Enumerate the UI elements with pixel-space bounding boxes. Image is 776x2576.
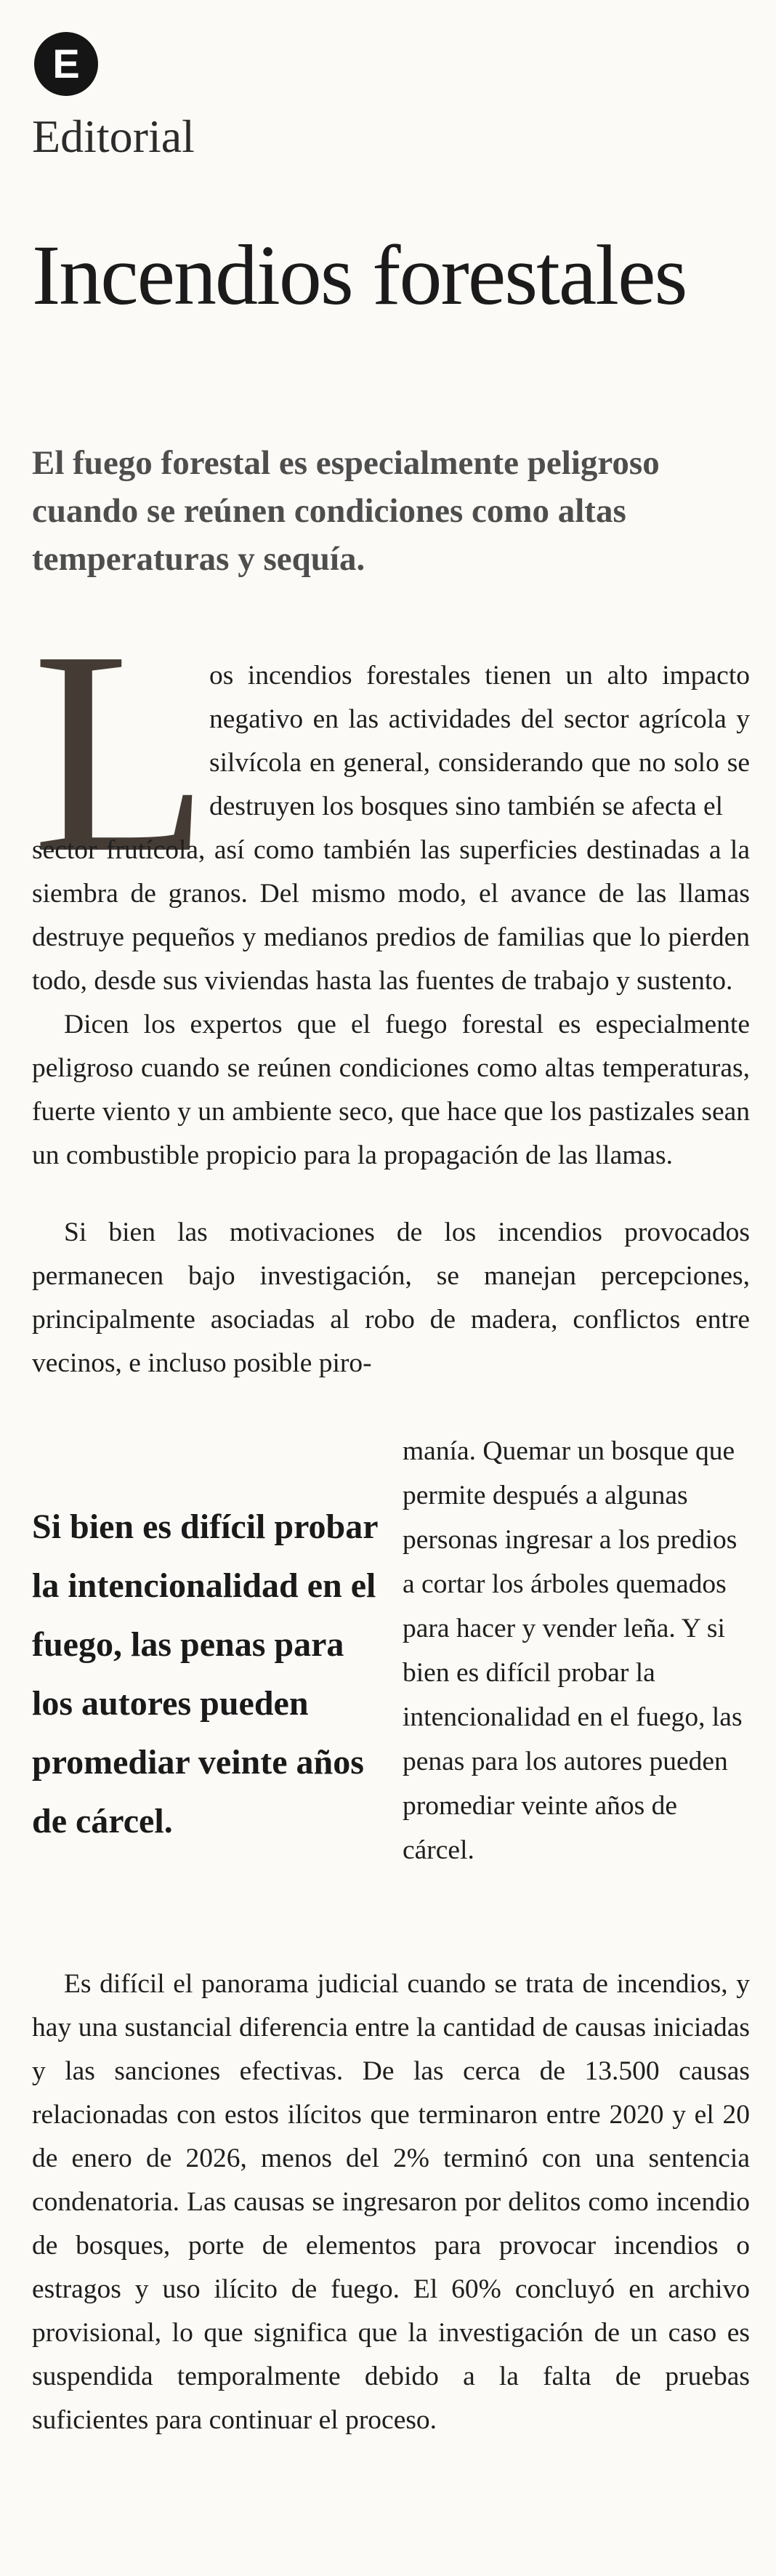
headline: Incendios forestales (32, 228, 687, 323)
article-paragraph-1-lead: os incendios forestales tienen un alto impacto negativo en las actividades del sector agrícola y silvícola en general, considerando que no solo se destruyen los bosques sino también se afecta el (209, 661, 750, 821)
pull-quote: Si bien es difícil probar la intencionalidad en el fuego, las penas para los autores pueden promediar veinte años de cárcel. (32, 1508, 378, 1840)
article-paragraph-1 (32, 654, 750, 1003)
article-paragraph-1-tail: sector frutícola, así como también las superficies destinadas a la siembra de granos. Del mismo modo, el avance de las llamas destruye pequeños y medianos predios de familias que lo pierden todo, desde sus viviendas hasta las fuentes de trabajo y sustento. (32, 835, 750, 996)
article-paragraph-4: Es difícil el panorama judicial cuando se trata de incendios, y hay una sustancial diferencia entre la cantidad de causas iniciadas y las sanciones efectivas. De las cerca de 13.500 causas relacionadas con estos ilícitos que terminaron entre 2020 y el 20 de enero de 2026, menos del 2% terminó con una sentencia condenatoria. Las causas se ingresaron por delitos como incendio de bosques, porte de elementos para provocar incendios o estragos y uso ilícito de fuego. El 60% concluyó en archivo provisional, lo que significa que la investigación de un caso es suspendida temporalmente debido a la falta de pruebas suficientes para continuar el proceso. (32, 1969, 750, 2435)
section-label: Editorial (32, 110, 195, 162)
drop-cap: L (32, 591, 210, 913)
deck-subheadline: El fuego forestal es especialmente peligroso cuando se reúnen condiciones como altas temperaturas y sequía. (32, 444, 660, 578)
section-badge: E (34, 32, 98, 96)
article-paragraph-3: Si bien las motivaciones de los incendios provocados permanecen bajo investigación, se manejan percepciones, principalmente asociadas al robo de madera, conflictos entre vecinos, e incluso posible piro- (32, 1217, 750, 1378)
article-paragraph-2: Dicen los expertos que el fuego forestal es especialmente peligroso cuando se reúnen condiciones como altas temperaturas, fuerte viento y un ambiente seco, que hace que los pastizales sean un combustible propicio para la propagación de las llamas. (32, 1010, 750, 1170)
article-paragraph-3-continued: manía. Quemar un bosque que permite después a algunas personas ingresar a los predios a cortar los árboles quemados para hacer y vender leña. Y si bien es difícil probar la intencionalidad en el fuego, las penas para los autores pueden promediar veinte años de cárcel. (403, 1436, 743, 1865)
